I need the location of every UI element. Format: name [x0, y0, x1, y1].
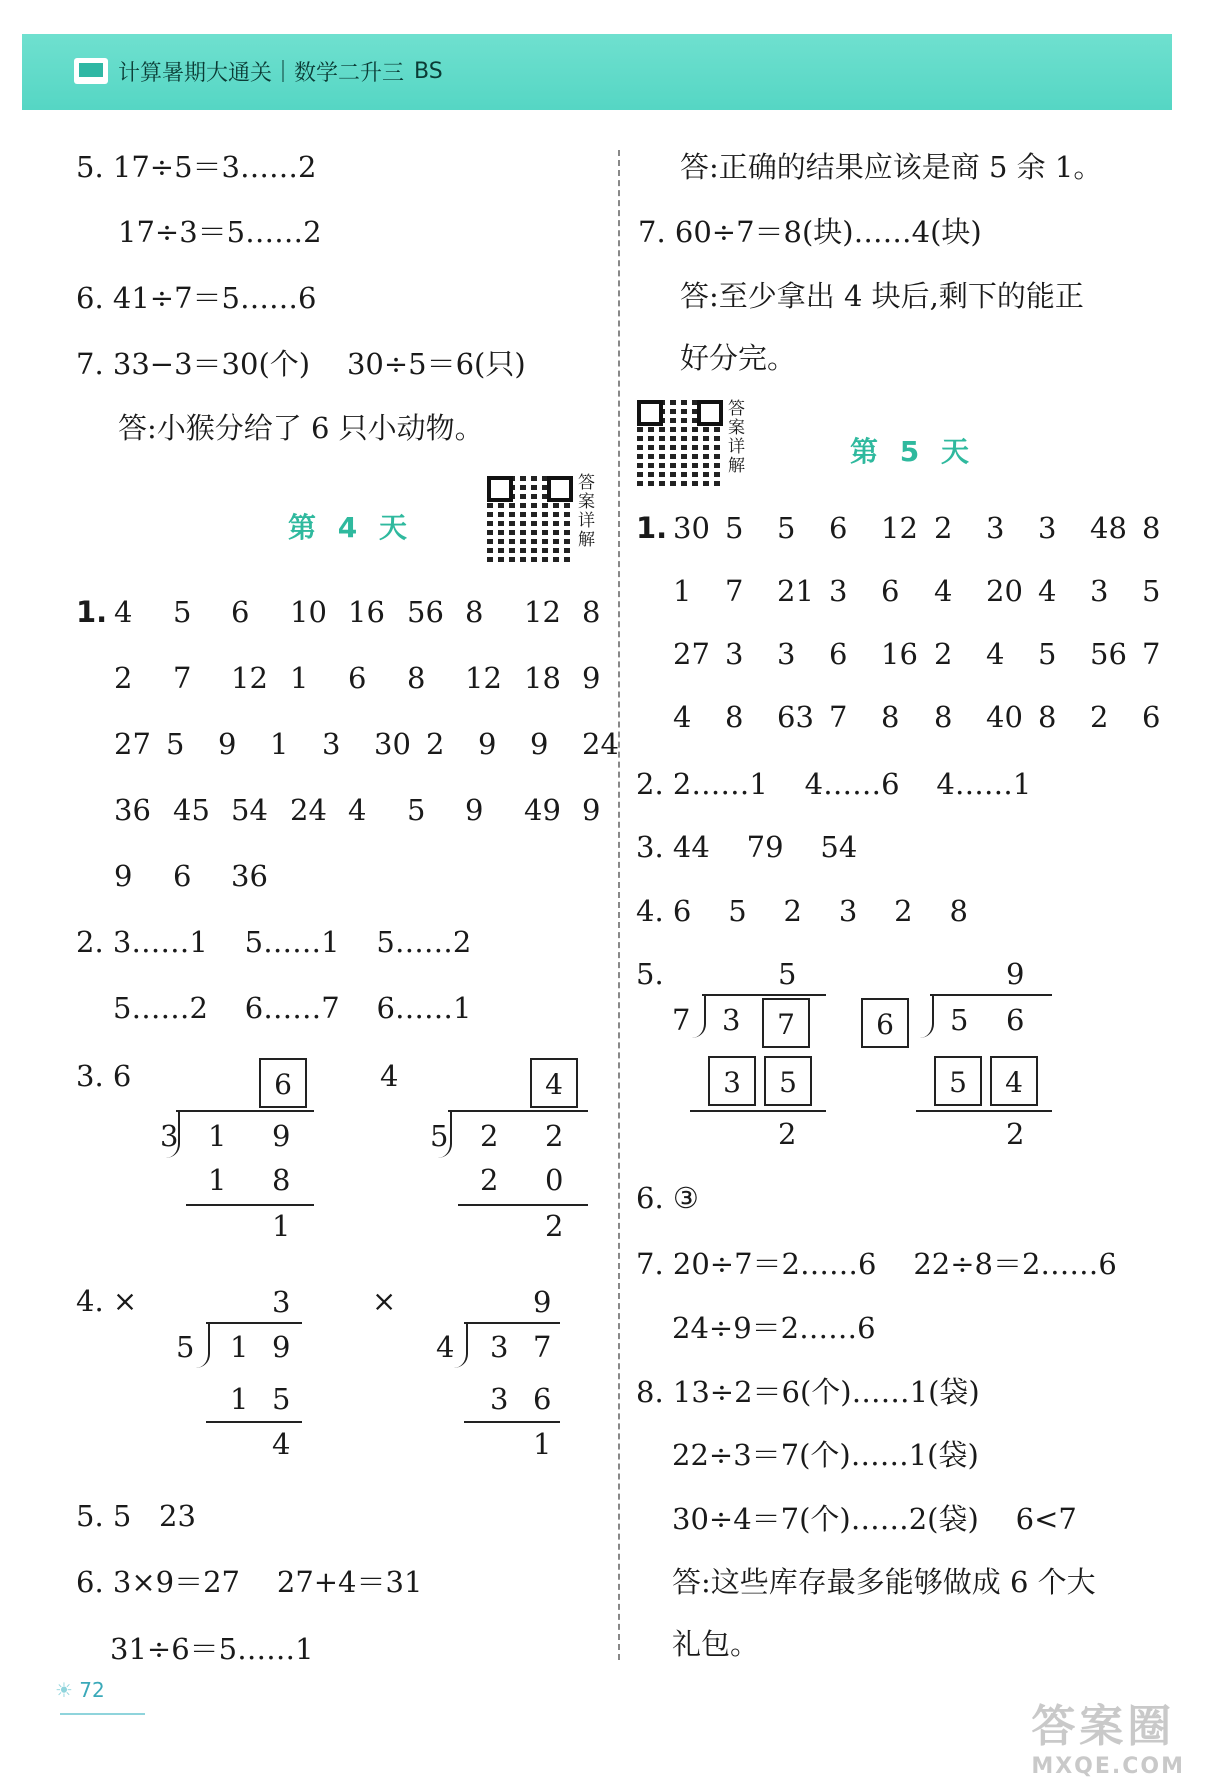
answer-value: 8	[465, 595, 484, 629]
answer-value: 36	[114, 793, 151, 827]
dividend-digit: 1	[208, 1119, 227, 1153]
q4-label: 4. ×	[76, 1284, 138, 1318]
subtract-digit: 5	[272, 1382, 291, 1416]
right-line: 3. 44 79 54	[636, 830, 858, 864]
box-value: 6	[876, 1008, 894, 1041]
box-value: 4	[1005, 1066, 1023, 1099]
answer-value: 54	[231, 793, 268, 827]
answer-value: 3	[777, 637, 796, 671]
header-divider	[282, 60, 284, 82]
answer-value: 27	[673, 637, 710, 671]
answer-line: 好分完。	[680, 341, 797, 375]
dividend-digit: 3	[722, 1003, 741, 1037]
answer-value: 4	[673, 700, 692, 734]
answer-value: 8	[407, 661, 426, 695]
answer-value: 3	[986, 511, 1005, 545]
answer-value: 2	[1090, 700, 1109, 734]
subtract-line	[690, 1110, 826, 1112]
answer-value: 7	[173, 661, 192, 695]
right-line: 4. 6 5 2 3 2 8	[636, 894, 968, 928]
right-line: 24÷9＝2……6	[672, 1311, 876, 1345]
answer-value: 56	[407, 595, 444, 629]
book-icon	[74, 58, 108, 84]
subtract-digit: 0	[545, 1163, 564, 1197]
left-line: 5. 5 23	[76, 1499, 196, 1533]
watermark	[1031, 1690, 1185, 1779]
subtract-digit: 6	[533, 1382, 552, 1416]
remainder: 4	[272, 1427, 291, 1461]
page-number	[55, 1678, 105, 1702]
answer-value: 21	[777, 574, 814, 608]
answer-value: 9	[582, 793, 601, 827]
qr-code-icon[interactable]	[487, 476, 573, 562]
answer-value: 9	[478, 727, 497, 761]
quotient: 5	[778, 957, 797, 991]
division-bar	[448, 1110, 588, 1112]
q3-label: 3. 6	[76, 1059, 132, 1093]
right-line: 7. 60÷7＝8(块)……4(块)	[638, 215, 982, 249]
answer-value: 8	[582, 595, 601, 629]
division-bar	[464, 1322, 560, 1324]
quotient: 9	[533, 1285, 552, 1319]
answer-value: 12	[881, 511, 918, 545]
answer-value: 5	[1038, 637, 1057, 671]
division-bar	[702, 994, 826, 996]
answer-value: 6	[173, 859, 192, 893]
answer-value: 3	[1038, 511, 1057, 545]
answer-value: 7	[725, 574, 744, 608]
sun-icon: ☀	[55, 1678, 80, 1702]
header-title-group	[74, 48, 494, 94]
divisor: 5	[176, 1330, 195, 1364]
answer-value: 4	[934, 574, 953, 608]
answer-value: 5	[166, 727, 185, 761]
answer-value: 16	[881, 637, 918, 671]
remainder: 2	[1006, 1117, 1025, 1151]
remainder: 2	[778, 1117, 797, 1151]
answer-value: 4	[986, 637, 1005, 671]
answer-value: 9	[530, 727, 549, 761]
answer-value: 16	[348, 595, 385, 629]
left-line: 6. 41÷7＝5……6	[76, 281, 317, 315]
answer-value: 9	[465, 793, 484, 827]
answer-value: 48	[1090, 511, 1127, 545]
answer-value: 4	[1038, 574, 1057, 608]
box-value: 3	[723, 1066, 741, 1099]
answer-value: 30	[673, 511, 710, 545]
answer-value: 2	[114, 661, 133, 695]
answer-value: 20	[986, 574, 1023, 608]
column-divider	[618, 150, 620, 1660]
answer-value: 6	[829, 511, 848, 545]
quotient: 9	[1006, 957, 1025, 991]
question-number: 1.	[76, 595, 108, 629]
qr-code-icon[interactable]	[637, 400, 723, 486]
watermark-url: MXQE.COM	[1031, 1754, 1185, 1779]
answer-line: 答:这些库存最多能够做成 6 个大	[672, 1565, 1096, 1599]
answer-value: 49	[524, 793, 561, 827]
q5-label: 5.	[636, 957, 664, 991]
dividend-digit: 2	[480, 1119, 499, 1153]
answer-value: 56	[1090, 637, 1127, 671]
answer-line: 答:至少拿出 4 块后,剩下的能正	[680, 279, 1084, 313]
qr-label: 答案详解	[728, 399, 745, 476]
quotient: 4	[380, 1059, 399, 1093]
division-bar	[930, 994, 1052, 996]
answer-value: 5	[407, 793, 426, 827]
left-line: 17÷3＝5……2	[118, 215, 322, 249]
answer-value: 5	[725, 511, 744, 545]
answer-value: 4	[348, 793, 367, 827]
divisor: 7	[672, 1003, 691, 1037]
answer-value: 5	[1142, 574, 1161, 608]
answer-line: 答:正确的结果应该是商 5 余 1。	[680, 150, 1103, 184]
answer-value: 6	[231, 595, 250, 629]
watermark-logo: 答案圈	[1031, 1701, 1176, 1752]
answer-value: 9	[218, 727, 237, 761]
answer-value: 8	[725, 700, 744, 734]
right-line: 6. ③	[636, 1181, 699, 1215]
answer-value: 8	[934, 700, 953, 734]
box-value: 6	[274, 1068, 292, 1101]
answer-value: 7	[1142, 637, 1161, 671]
division-bracket	[918, 994, 934, 1038]
answer-value: 6	[348, 661, 367, 695]
subtract-line	[186, 1204, 314, 1206]
dividend-digit: 6	[1006, 1003, 1025, 1037]
answer-value: 8	[881, 700, 900, 734]
subtract-line	[458, 1204, 588, 1206]
answer-value: 36	[231, 859, 268, 893]
divisor: 5	[430, 1119, 449, 1153]
box-value: 7	[777, 1008, 795, 1041]
answer-value: 9	[582, 661, 601, 695]
answer-value: 18	[524, 661, 561, 695]
answer-value: 45	[173, 793, 210, 827]
right-line: 7. 20÷7＝2……6 22÷8＝2……6	[636, 1247, 1117, 1281]
cross-mark: ×	[372, 1284, 397, 1318]
answer-value: 24	[290, 793, 327, 827]
remainder: 1	[272, 1209, 291, 1243]
subtract-digit: 2	[480, 1163, 499, 1197]
answer-value: 1	[290, 661, 309, 695]
box-value: 4	[545, 1068, 563, 1101]
footer-rule	[60, 1713, 145, 1715]
left-line: 2. 3……1 5……1 5……2	[76, 925, 472, 959]
answer-line: 答:小猴分给了 6 只小动物。	[118, 411, 484, 445]
left-line: 31÷6＝5……1	[110, 1632, 314, 1666]
right-line: 2. 2……1 4……6 4……1	[636, 767, 1032, 801]
answer-value: 10	[290, 595, 327, 629]
answer-value: 24	[582, 727, 619, 761]
subtract-line	[206, 1421, 302, 1423]
subtract-digit: 1	[208, 1163, 227, 1197]
right-line: 8. 13÷2＝6(个)……1(袋)	[636, 1375, 980, 1409]
answer-value: 12	[524, 595, 561, 629]
answer-value: 3	[725, 637, 744, 671]
answer-value: 3	[829, 574, 848, 608]
answer-value: 2	[934, 511, 953, 545]
edition-label: BS	[414, 58, 443, 84]
answer-value: 27	[114, 727, 151, 761]
division-bracket	[194, 1322, 210, 1368]
subtract-line	[916, 1110, 1052, 1112]
answer-value: 6	[1142, 700, 1161, 734]
answer-value: 9	[114, 859, 133, 893]
question-number: 1.	[636, 511, 668, 545]
answer-value: 6	[881, 574, 900, 608]
division-bar	[206, 1322, 302, 1324]
dividend-digit: 1	[230, 1330, 249, 1364]
division-bar	[176, 1110, 314, 1112]
answer-value: 1	[673, 574, 692, 608]
subtract-digit: 8	[272, 1163, 291, 1197]
left-line: 6. 3×9＝27 27+4＝31	[76, 1565, 423, 1599]
remainder: 1	[533, 1427, 552, 1461]
right-line: 22÷3＝7(个)……1(袋)	[672, 1438, 979, 1472]
division-bracket	[690, 994, 706, 1038]
series-title: 计算暑期大通关	[118, 60, 273, 86]
answer-value: 4	[114, 595, 133, 629]
dividend-digit: 3	[490, 1330, 509, 1364]
day5-title: 第 5 天	[850, 435, 975, 468]
day4-title: 第 4 天	[288, 511, 413, 544]
left-line: 5……2 6……7 6……1	[113, 991, 472, 1025]
left-line: 5. 17÷5＝3……2	[76, 150, 317, 184]
subject-title: 数学二升三	[294, 60, 405, 86]
header-banner	[22, 34, 1172, 110]
page-number-value: 72	[79, 1678, 105, 1702]
right-line: 30÷4＝7(个)……2(袋) 6<7	[672, 1502, 1077, 1536]
answer-value: 2	[934, 637, 953, 671]
qr-label: 答案详解	[578, 473, 595, 550]
answer-line: 礼包。	[672, 1627, 760, 1661]
subtract-digit: 3	[490, 1382, 509, 1416]
answer-value: 8	[1038, 700, 1057, 734]
box-value: 5	[949, 1066, 967, 1099]
answer-value: 5	[777, 511, 796, 545]
dividend-digit: 2	[545, 1119, 564, 1153]
answer-value: 2	[426, 727, 445, 761]
remainder: 2	[545, 1209, 564, 1243]
answer-value: 12	[465, 661, 502, 695]
box-value: 5	[779, 1066, 797, 1099]
answer-value: 40	[986, 700, 1023, 734]
answer-value: 63	[777, 700, 814, 734]
quotient: 3	[272, 1285, 291, 1319]
answer-value: 3	[1090, 574, 1109, 608]
divisor: 3	[160, 1119, 179, 1153]
answer-value: 6	[829, 637, 848, 671]
dividend-digit: 7	[533, 1330, 552, 1364]
left-line: 7. 33−3＝30(个) 30÷5＝6(只)	[76, 347, 526, 381]
answer-value: 5	[173, 595, 192, 629]
dividend-digit: 5	[950, 1003, 969, 1037]
dividend-digit: 9	[272, 1119, 291, 1153]
answer-value: 1	[270, 727, 289, 761]
divisor: 4	[436, 1330, 455, 1364]
answer-value: 7	[829, 700, 848, 734]
subtract-line	[464, 1421, 560, 1423]
answer-value: 8	[1142, 511, 1161, 545]
answer-value: 12	[231, 661, 268, 695]
answer-value: 3	[322, 727, 341, 761]
dividend-digit: 9	[272, 1330, 291, 1364]
answer-value: 30	[374, 727, 411, 761]
subtract-digit: 1	[230, 1382, 249, 1416]
